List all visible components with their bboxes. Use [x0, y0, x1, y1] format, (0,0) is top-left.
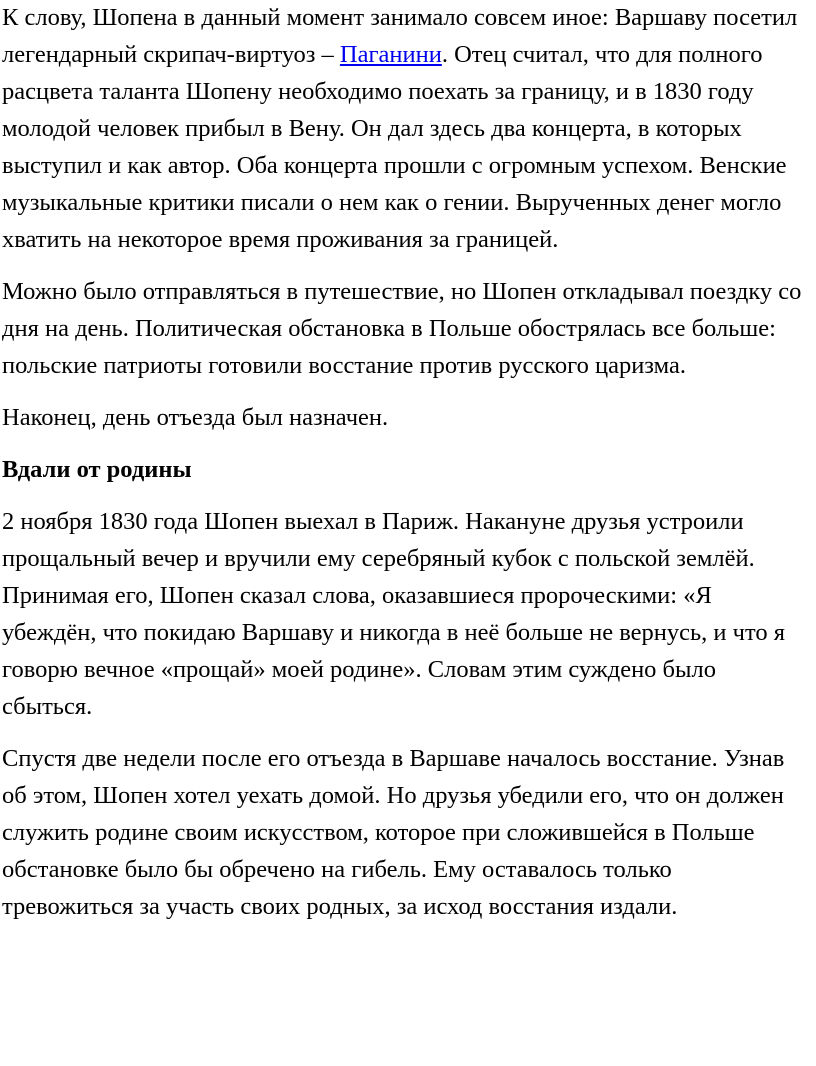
paragraph-vienna-text-end: . Отец считал, что для полного расцвета таланта Шопену необходимо поехать за границу, и в 1830 году молодой человек прибыл в Вену. Он дал здесь два концерта, в которых выступил и как автор. Оба концерта прошли с огромным успехом. Венские музыкальные критики писали о нем как о гении. Вырученных денег могло хватить на некоторое время проживания за границей.: [2, 41, 787, 253]
paragraph-uprising: Спустя две недели после его отъезда в Варшаве началось восстание. Узнав об этом, Шопен хотел уехать домой. Но друзья убедили его, что он должен служить родине своим искусством, которое при сложившейся в Польше обстановке было бы обречено на гибель. Ему оставалось только тревожиться за участь своих родных, за исход восстания издали.: [2, 745, 785, 920]
paganini-link[interactable]: Паганини: [339, 41, 442, 68]
paragraph-vienna-text-start: К слову, Шопена в данный момент занимало совсем иное: Варшаву посетил легендарный скрипач-виртуоз –: [2, 4, 798, 68]
paragraph-vienna: [2, 0, 808, 258]
paragraph-farewell: 2 ноября 1830 года Шопен выехал в Париж. Накануне друзья устроили прощальный вечер и вручили ему серебряный кубок с польской землёй. Принимая его, Шопен сказал слова, оказавшиеся пророческими: «Я убеждён, что покидаю Варшаву и никогда в неё больше не вернусь, и что я говорю вечное «прощай» моей родине». Словам этим суждено было сбыться.: [2, 508, 786, 720]
paragraph-departure-date: Наконец, день отъезда был назначен.: [2, 404, 389, 431]
section-heading: Вдали от родины: [2, 456, 192, 483]
paragraph-delay: Можно было отправляться в путешествие, но Шопен откладывал поездку со дня на день. Политическая обстановка в Польше обострялась все больше: польские патриоты готовили восстание против русского царизма.: [2, 278, 802, 379]
